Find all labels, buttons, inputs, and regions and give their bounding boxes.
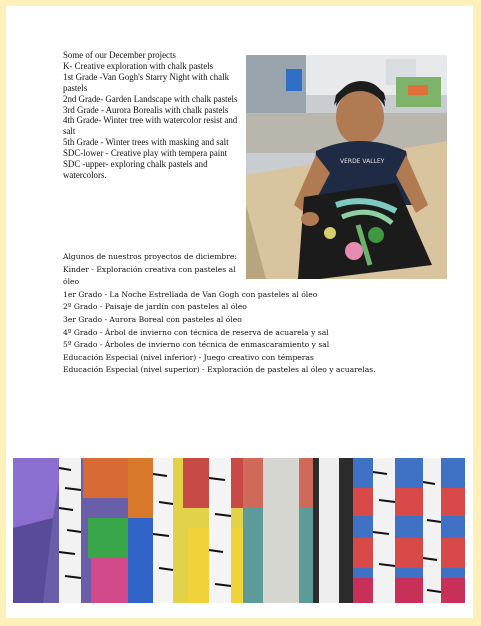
english-item-1st: 1st Grade -Van Gogh's Starry Night with chalk pastels [63,71,230,93]
student-photo-illustration [246,55,447,279]
english-item-sdc-lower: SDC-lower - Creative play with tempera paint [63,148,228,159]
spanish-item-sdc-lower: Educación Especial (nivel inferior) - Juego creativo con témperas [63,352,314,362]
winter-tree-artwork-strip [13,458,465,603]
english-item-sdc-upper: SDC -upper- exploring chalk pastels and watercolors. [63,159,208,180]
english-heading: Some of our December projects [63,50,176,60]
spanish-heading: Algunos de nuestros proyectos de diciembre: [63,252,237,261]
english-item-2nd: 2nd Grade- Garden Landscape with chalk pastels [63,93,238,104]
spanish-item-1er: 1er Grado - La Noche Estrellada de Van Gogh con pasteles al óleo [63,289,318,299]
artwork-collage [13,458,465,603]
spanish-item-3er: 3er Grado - Aurora Boreal con pasteles al óleo [63,314,242,324]
english-project-list [63,50,248,181]
spanish-item-5o: 5º Grado - Árboles de invierno con técnica de enmascaramiento y sal [63,340,330,350]
spanish-item-kinder: Kinder - Exploración creativa con pasteles al óleo [63,264,236,287]
english-item-3rd: 3rd Grade - Aurora Borealis with chalk pastels [63,104,229,115]
shirt-text: VERDE VALLEY [340,158,385,165]
english-item-5th: 5th Grade - Winter trees with masking and salt [63,137,229,148]
english-item-k: K- Creative exploration with chalk pastels [63,60,214,71]
student-drawing-photo [246,55,447,279]
spanish-item-4o: 4º Grado - Árbol de invierno con técnica de reserva de acuarela y sal [63,327,329,337]
english-item-4th: 4th Grade- Winter tree with watercolor resist and salt [63,115,238,137]
spanish-item-sdc-upper: Educación Especial (nivel superior) - Exploración de pasteles al óleo y acuarelas. [63,365,376,375]
spanish-item-2o: 2º Grado - Paisaje de jardín con pasteles al óleo [63,302,247,312]
newsletter-page [6,6,473,618]
